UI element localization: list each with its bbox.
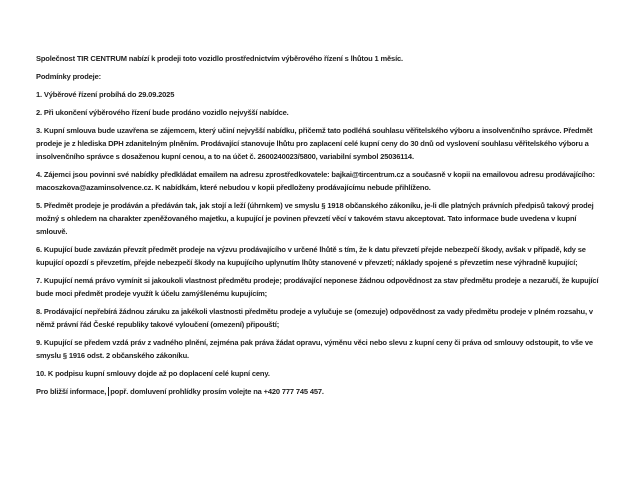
footer-contact-line [36, 385, 608, 398]
conditions-heading: Podmínky prodeje: [36, 72, 101, 81]
term-7: 7. Kupující nemá právo vymínit si jakoukoli vlastnost předmětu prodeje; prodávající neponese žádnou odpovědnost za stav předmětu prodeje a nezaručí, že kupující bude moci předmět prodeje využít k účelu zamýšlenému kupujícím; [36, 276, 599, 298]
intro-paragraph: Společnost TIR CENTRUM nabízí k prodeji toto vozidlo prostřednictvím výběrového řízení s lhůtou 1 měsíc. [36, 54, 403, 63]
term-5: 5. Předmět prodeje je prodáván a předáván tak, jak stojí a leží (úhrnkem) ve smyslu § 1918 občanského zákoníku, je-li dle platných právních předpisů takový prodej možný s ohledem na charakter zpeněžovaného majetku, a kupující je povinen převzetí věcí v takovém stavu akceptovat. Tato informace bude uvedena v kupní smlouvě. [36, 201, 594, 236]
footer-contact-part1: Pro bližší informace, [36, 387, 107, 396]
term-2: 2. Při ukončení výběrového řízení bude prodáno vozidlo nejvyšší nabídce. [36, 108, 289, 117]
term-1: 1. Výběrové řízení probíhá do 29.09.2025 [36, 90, 175, 99]
term-9: 9. Kupující se předem vzdá práv z vadného plnění, zejména pak práva žádat opravu, výměnu věci nebo slevu z kupní ceny či práva od smlouvy odstoupit, to vše ve smyslu § 1916 odst. 2 občanského zákoníku. [36, 338, 593, 360]
term-6: 6. Kupující bude zavázán převzít předmět prodeje na výzvu prodávajícího v určené lhůtě s tím, že k datu převzetí přejde nebezpečí škody, avšak v případě, kdy se kupující opozdí s převzetím, přejde nebezpečí škody na kupujícího uplynutím lhůty stanovené v převzetí; náklady spojené s převzetím nese výhradně kupující; [36, 245, 586, 267]
sale-terms-document [36, 52, 608, 403]
term-3: 3. Kupní smlouva bude uzavřena se zájemcem, který učiní nejvyšší nabídku, přičemž tato podléhá souhlasu věřitelského výboru a insolvenčního správce. Předmět prodeje je z hlediska DPH zdanitelným plněním. Prodávající stanovuje lhůtu pro zaplacení celé kupní ceny do 30 dnů od vyslovení souhlasu věřitelského výboru a insolvenčního správce s dosaženou kupní cenou, a to na účet č. 2600240023/5800, variabilní symbol 25036114. [36, 126, 593, 161]
term-8: 8. Prodávající nepřebírá žádnou záruku za jakékoli vlastnosti předmětu prodeje a vylučuje se (omezuje) odpovědnost za vady předmětu prodeje v plném rozsahu, v němž právní řád České republiky takové vyloučení (omezení) připouští; [36, 307, 593, 329]
term-4: 4. Zájemci jsou povinni své nabídky předkládat emailem na adresu zprostředkovatele: bajkai@tircentrum.cz a současně v kopii na emailovou adresu prodávajícího: macoszkova@azaminsolvence.cz. K nabídkám, které nebudou v kopii předloženy prodávajícímu nebude přihlíženo. [36, 170, 595, 192]
footer-contact-part2: popř. domluvení prohlídky prosím volejte na +420 777 745 457. [110, 387, 324, 396]
term-10: 10. K podpisu kupní smlouvy dojde až po doplacení celé kupní ceny. [36, 369, 270, 378]
